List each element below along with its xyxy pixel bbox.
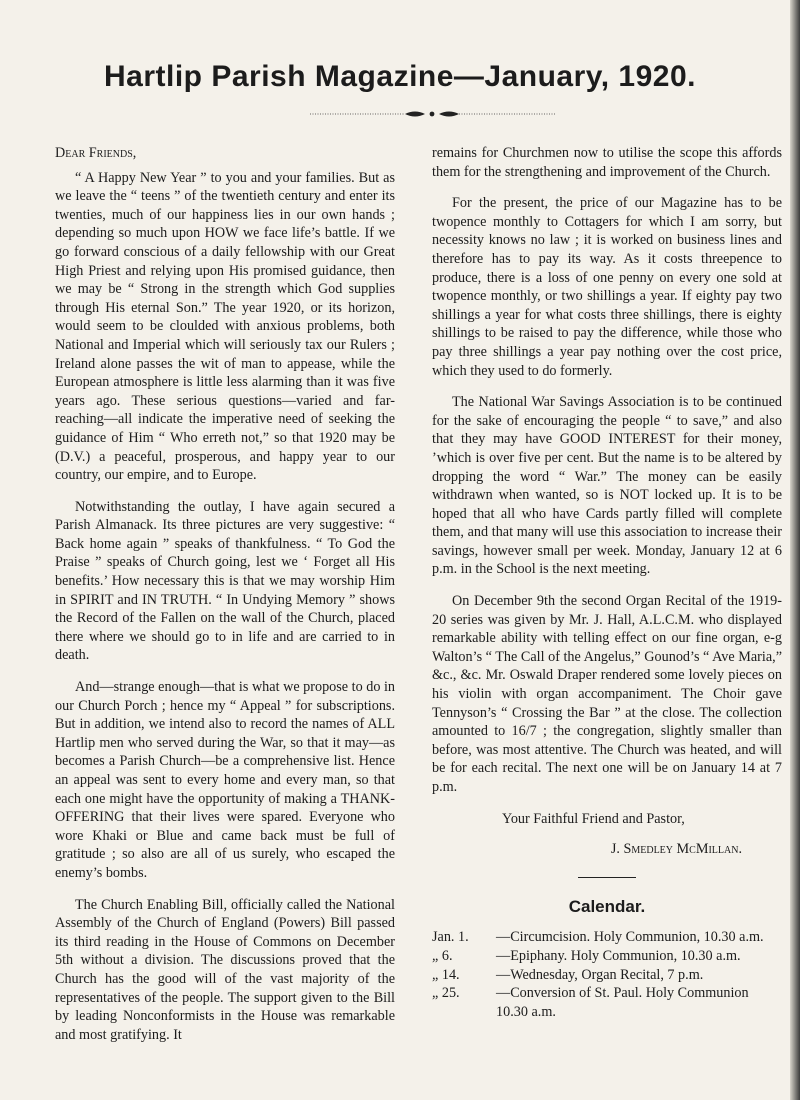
calendar-date: „ 25. [432,985,460,1002]
paragraph-almanack: Notwithstanding the outlay, I have again secured a Parish Almanack. Its three pictures are very suggestive: “ Back home again ” speaks of thankfulness. “ To God the Praise ” speaks of Church going, lest we ‘ Forget all His benefits.’ How necessary this is that we may worship Him in SPIRIT and IN TRUTH. “ In Undying Memory ” shows the Record of the Fallen on the wall of the Church, placed there where we should go to in life and are carried to in death. [55,498,395,664]
section-rule [578,877,636,878]
calendar-text: —Wednesday, Organ Recital, 7 p.m. [496,966,704,983]
paragraph-enabling-bill: The Church Enabling Bill, officially called the National Assembly of the Church of England (Powers) Bill passed its third reading in the House of Commons on December 5th without a division. The discussions proved that the Church has the good will of the vast majority of the representatives of the people. The support given to the Bill by leading Nonconformists in the House was remarkable and most gratifying. It [55,896,395,1043]
left-column [55,144,395,1057]
signature: J. Smedley McMillan. [610,841,742,858]
magazine-title: Hartlip Parish Magazine—January, 1920. [103,60,696,93]
right-column [432,144,782,1021]
calendar-item [432,966,782,985]
paragraph-magazine-price: For the present, the price of our Magazine has to be twopence monthly to Cottagers for which I am sorry, but necessity knows no law ; it is worked on business lines and therefore has to pay its way. As it costs threepence to produce, there is a loss of one penny on every one sold at twopence monthly, or two shillings a year. If eighty pay two shillings a year for what costs three shillings, there is eighty shillings to be raised to pay the difference, while those who pay three shillings a year pay nothing over the cost price, which they used to do formerly. [432,195,782,379]
calendar-text: —Conversion of St. Paul. Holy Communion 10.30 a.m. [496,985,749,1020]
paragraph-continuation: remains for Churchmen now to utilise the scope this affords them for the strengthening and improvement of the Church. [432,145,782,180]
paragraph-organ-recital: On December 9th the second Organ Recital of the 1919-20 series was given by Mr. J. Hall, A.L.C.M. who displayed remarkable ability with telling effect on our fine organ, e-g Walton’s “ The Call of the Angelus,” Gounod’s “ Ave Maria,” &c., &c. Mr. Oswald Draper rendered some lovely pieces on his violin with organ accompaniment. The Choir gave Tennyson’s “ Crossing the Bar ” at the close. The collection amounted to 16/7 ; the congregation, slightly smaller than before, was most attentive. The Church was heated, and will be for each recital. The next one will be on January 14 at 7 p.m. [432,593,782,795]
closing-line: Your Faithful Friend and Pastor, [502,810,685,827]
paragraph-new-year: “ A Happy New Year ” to you and your families. But as we leave the “ teens ” of the twentieth century and enter its twenties, much of our happiness lies in our own hands ; depending so much upon HOW we face life’s battle. If we go forward conscious of a daily fellowship with our Great High Priest and relying upon His promised guidance, then we may be “ Strong in the strength which God supplies through His eternal Son.” The year 1920, or its horizon, would seem to be cloulded with anxious problems, both National and Imperial which will seriously tax our Rulers ; Ireland alone passes the wit of man to appease, while the European atmosphere is little less alarming than it was five years ago. These serious questions—varied and far-reaching—all indicate the imperative need of seeking the guidance of Him “ Who erreth not,” so that 1920 may be (D.V.) a peaceful, prosperous, and happy year to our country, our empire, and to Europe. [55,169,395,484]
calendar-date: Jan. 1. [432,929,469,946]
calendar-item [432,984,782,1021]
calendar-list [432,928,782,1021]
salutation: Dear Friends, [55,145,137,161]
calendar-date: „ 6. [432,947,453,964]
calendar-item [432,947,782,966]
paragraph-war-savings: The National War Savings Association is to be continued for the sake of encouraging the people “ to save,” and also that they may have GOOD INTEREST for their money, ’which is over five per cent. But the name is to be altered by dropping the word “ War.” The money can be easily withdrawn when wanted, so is NOT locked up. It is to be hoped that all who have Cards partly filled will complete them, and that many will use this association to increase their savings, however small per week. Monday, January 12 at 6 p.m. in the School is the next meeting. [432,394,782,578]
calendar-date: „ 14. [432,966,460,983]
calendar-text: —Circumcision. Holy Communion, 10.30 a.m. [496,929,764,946]
title-ornament-divider [310,108,555,120]
paragraph-church-porch: And—strange enough—that is what we propose to do in our Church Porch ; hence my “ Appeal ” for subscriptions. But in addition, we intend also to record the names of ALL Hartlip men who served during the War, so that it may—as becomes a Parish Church—be a comprehensive list. Hence an appeal was sent to every home and every man, so that each one might have the opportunity of making a THANK-OFFERING that their lives were spared. Everyone who wore Khaki or Blue and came back must be full of gratitude ; so also are all of us surely, who escaped the enemy’s bombs. [55,679,395,881]
calendar-heading: Calendar. [568,896,646,916]
page-edge-shadow [790,0,800,1100]
calendar-text: —Epiphany. Holy Communion, 10.30 a.m. [496,947,741,964]
calendar-item [432,928,782,947]
